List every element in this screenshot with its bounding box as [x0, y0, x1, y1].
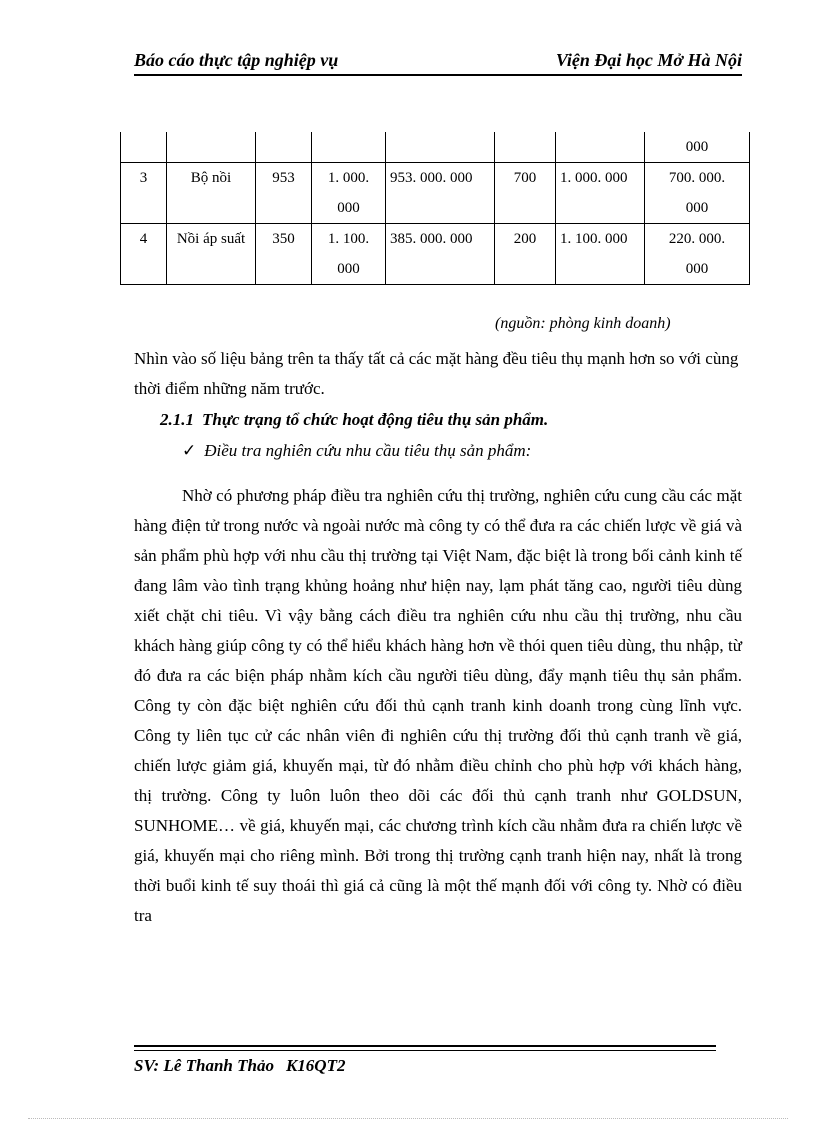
section-heading	[160, 410, 548, 430]
page-edge	[28, 1118, 788, 1119]
total-previous: 953. 000. 000	[386, 163, 495, 224]
table-cell: 000	[645, 132, 750, 163]
total-part: 220. 000.	[668, 231, 726, 247]
unit-price-previous	[312, 163, 386, 224]
table-row	[121, 132, 750, 163]
section-number: 2.1.1	[160, 410, 194, 429]
total-previous: 385. 000. 000	[386, 224, 495, 285]
bullet-item	[182, 441, 531, 461]
product-name: Bộ nồi	[167, 163, 256, 224]
price-part: 000	[337, 261, 360, 277]
unit-price-previous	[312, 224, 386, 285]
checkmark-icon: ✓	[182, 441, 197, 460]
table-cell	[495, 132, 556, 163]
price-part: 1. 100.	[327, 231, 370, 247]
table-row	[121, 224, 750, 285]
total-part: 700. 000.	[668, 170, 726, 186]
table-cell	[556, 132, 645, 163]
total-current	[645, 163, 750, 224]
quantity-current: 200	[495, 224, 556, 285]
quantity-current: 700	[495, 163, 556, 224]
table-cell	[386, 132, 495, 163]
body-paragraph: Nhờ có phương pháp điều tra nghiên cứu thị trường, nghiên cứu cung cầu các mặt hàng điện tử trong nước và ngoài nước mà công ty có thể đưa ra các chiến lược về giá và sản phẩm phù hợp với nhu cầu thị trường tại Việt Nam, đặc biệt là trong bối cảnh kinh tế đang lâm vào tình trạng khủng hoảng như hiện nay, lạm phát tăng cao, người tiêu dùng xiết chặt chi tiêu. Vì vậy bằng cách điều tra nghiên cứu nhu cầu thị trường, nhu cầu khách hàng giúp công ty có thể hiểu khách hàng hơn về thói quen tiêu dùng, thu nhập, từ đó đưa ra các biện pháp nhằm kích cầu người tiêu dùng, đẩy mạnh tiêu thụ sản phẩm. Công ty còn đặc biệt nghiên cứu đối thủ cạnh tranh kinh doanh trong cùng lĩnh vực. Công ty liên tục cử các nhân viên đi nghiên cứu thị trường đối thủ cạnh tranh về giá, chiến lược giảm giá, khuyến mại, từ đó nhằm điều chỉnh cho phù hợp với khách hàng, thị trường. Công ty luôn luôn theo dõi các đối thủ cạnh tranh như GOLDSUN, SUNHOME… về giá, khuyến mại, các chương trình kích cầu nhằm đưa ra chiến lược về giá, khuyến mại cho riêng mình. Bởi trong thị trường cạnh tranh hiện nay, nhất là trong thời buổi kinh tế suy thoái thì giá cả cũng là một thế mạnh đối với công ty. Nhờ có điều tra	[134, 486, 742, 925]
class-code: K16QT2	[285, 1056, 346, 1075]
total-part: 000	[685, 200, 709, 216]
unit-price-current: 1. 000. 000	[556, 163, 645, 224]
page-header	[134, 50, 742, 76]
row-number: 3	[121, 163, 167, 224]
table-source-note: (nguồn: phòng kinh doanh)	[495, 315, 671, 332]
report-title: Báo cáo thực tập nghiệp vụ	[134, 50, 339, 70]
institute-name: Viện Đại học Mở Hà Nội	[555, 50, 742, 70]
bullet-text: Điều tra nghiên cứu nhu cầu tiêu thụ sản phẩm:	[204, 441, 532, 460]
price-part: 1. 000.	[327, 170, 370, 186]
page-footer	[134, 1056, 345, 1076]
footer-divider	[134, 1050, 716, 1051]
table-cell	[256, 132, 312, 163]
section-title: Thực trạng tổ chức hoạt động tiêu thụ sản phẩm.	[202, 410, 549, 429]
student-name: SV: Lê Thanh Thảo	[134, 1056, 274, 1075]
sales-table	[120, 132, 750, 285]
footer-divider	[134, 1045, 716, 1047]
total-part: 000	[685, 261, 709, 277]
unit-price-current: 1. 100. 000	[556, 224, 645, 285]
price-part: 000	[337, 200, 360, 216]
table-row	[121, 163, 750, 224]
table-cell	[121, 132, 167, 163]
intro-paragraph: Nhìn vào số liệu bảng trên ta thấy tất cả các mặt hàng đều tiêu thụ mạnh hơn so với cùng thời điểm những năm trước.	[134, 349, 739, 398]
quantity-previous: 953	[256, 163, 312, 224]
table-cell	[312, 132, 386, 163]
table-cell	[167, 132, 256, 163]
total-current	[645, 224, 750, 285]
product-name: Nồi áp suất	[167, 224, 256, 285]
row-number: 4	[121, 224, 167, 285]
quantity-previous: 350	[256, 224, 312, 285]
